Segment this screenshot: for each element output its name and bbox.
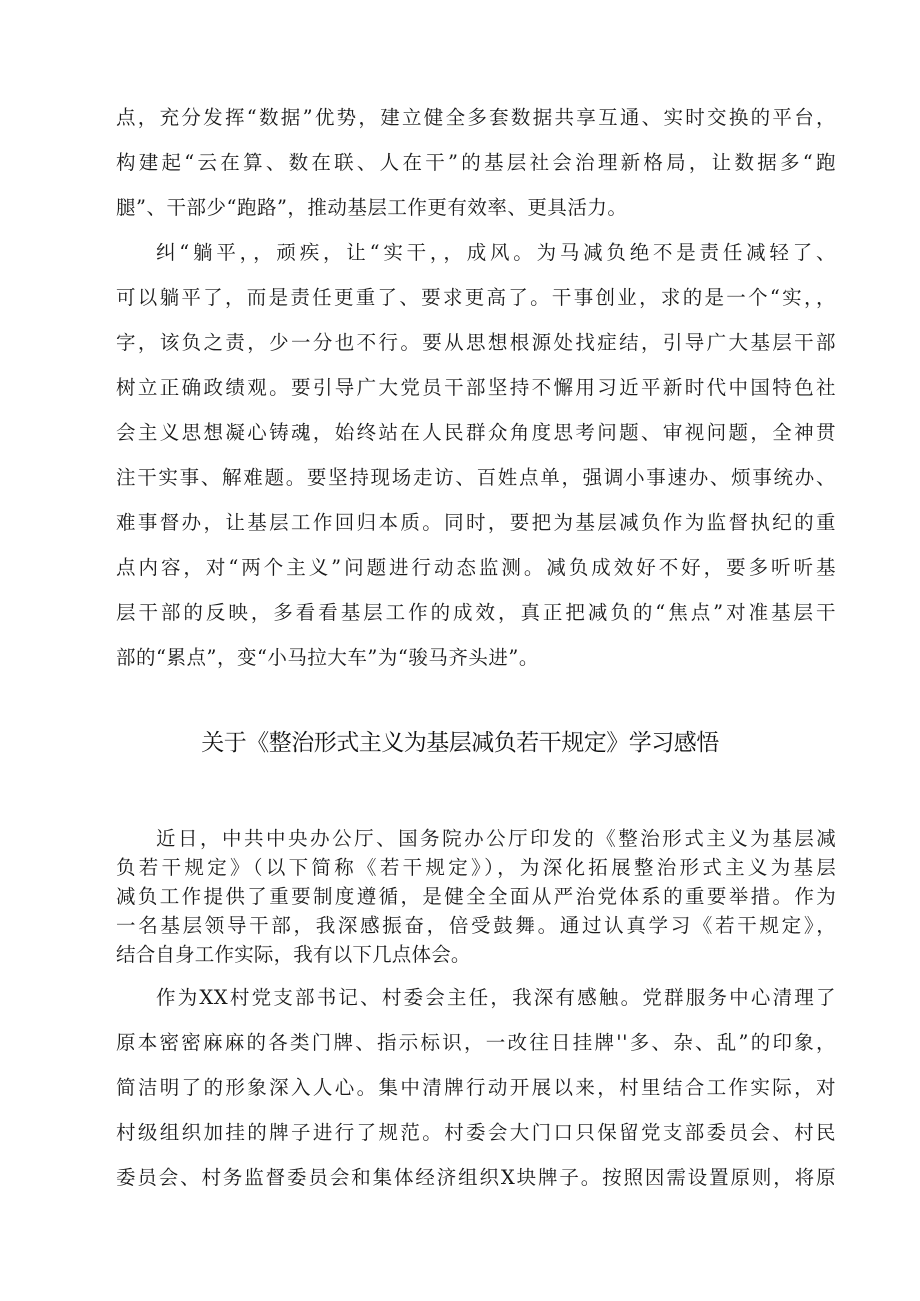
text-line: 字，该负之责，少一分也不行。要从思想根源处找症结，引导广大基层干部 bbox=[116, 331, 836, 354]
text-line: 一名基层领导干部，我深感振奋，倍受鼓舞。通过认真学习《若干规定》， bbox=[116, 914, 836, 937]
text-line: 可以躺平了，而是责任更重了、要求更高了。干事创业，求的是一个“实，， bbox=[116, 286, 836, 309]
text-line: 腿”、干部少“跑路”，推动基层工作更有效率、更具活力。 bbox=[116, 196, 628, 219]
text-line: 点内容，对“两个主义”问题进行动态监测。减负成效好不好，要多听听基 bbox=[116, 556, 836, 579]
text-line: 原本密密麻麻的各类门牌、指示标识，一改往日挂牌''多、杂、乱”的印象， bbox=[116, 1031, 836, 1054]
text-line: 纠“躺平，，顽疾，让“实干，，成风。为马减负绝不是责任减轻了、 bbox=[156, 241, 836, 264]
section-title: 关于《整治形式主义为基层减负若干规定》学习感悟 bbox=[201, 730, 719, 756]
text-line: 近日，中共中央办公厅、国务院办公厅印发的《整治形式主义为基层减 bbox=[156, 827, 836, 850]
text-line: 作为XX村党支部书记、村委会主任，我深有感触。党群服务中心清理了 bbox=[156, 986, 836, 1009]
text-line: 点，充分发挥“数据”优势，建立健全多套数据共享互通、实时交换的平台， bbox=[116, 106, 836, 129]
text-line: 构建起“云在算、数在联、人在干”的基层社会治理新格局，让数据多“跑 bbox=[116, 151, 836, 174]
text-line: 难事督办，让基层工作回归本质。同时，要把为基层减负作为监督执纪的重 bbox=[116, 511, 836, 534]
text-line: 会主义思想凝心铸魂，始终站在人民群众角度思考问题、审视问题，全神贯 bbox=[116, 421, 836, 444]
text-line: 简洁明了的形象深入人心。集中清牌行动开展以来，村里结合工作实际，对 bbox=[116, 1076, 836, 1099]
text-line: 结合自身工作实际，我有以下几点体会。 bbox=[116, 943, 471, 966]
text-line: 层干部的反映，多看看基层工作的成效，真正把减负的“焦点”对准基层干 bbox=[116, 601, 836, 624]
text-line: 部的“累点”，变“小马拉大车”为“骏马齐头进”。 bbox=[116, 646, 539, 669]
text-line: 村级组织加挂的牌子进行了规范。村委会大门口只保留党支部委员会、村民 bbox=[116, 1121, 836, 1144]
text-line: 树立正确政绩观。要引导广大党员干部坚持不懈用习近平新时代中国特色社 bbox=[116, 376, 836, 399]
text-line: 注干实事、解难题。要坚持现场走访、百姓点单，强调小事速办、烦事统办、 bbox=[116, 466, 836, 489]
text-line: 减负工作提供了重要制度遵循，是健全全面从严治党体系的重要举措。作为 bbox=[116, 885, 836, 908]
text-line: 委员会、村务监督委员会和集体经济组织X块牌子。按照因需设置原则，将原 bbox=[116, 1166, 836, 1189]
text-line: 负若干规定》（以下简称《若干规定》），为深化拓展整治形式主义为基层 bbox=[116, 856, 836, 879]
